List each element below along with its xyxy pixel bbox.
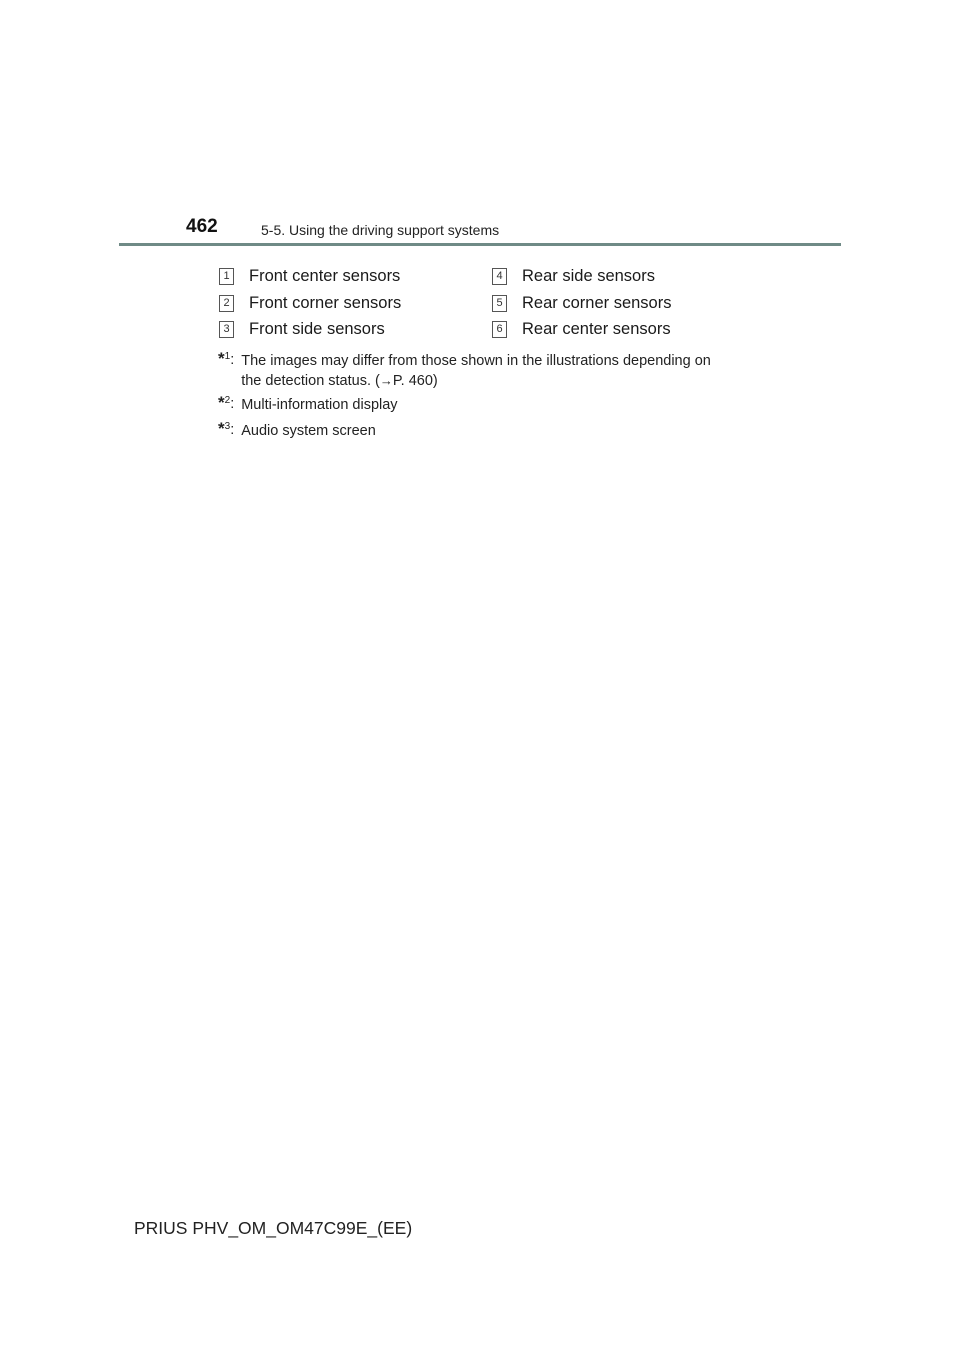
legend-label: Front corner sensors <box>249 294 402 312</box>
number-box-icon: 3 <box>219 321 234 338</box>
legend-label: Front side sensors <box>249 320 385 338</box>
number-box-icon: 4 <box>492 268 507 285</box>
legend-item-rear-corner <box>492 294 671 313</box>
footnote-3: * 3 : Audio system screen <box>218 422 751 441</box>
legend-item-front-corner <box>219 294 401 313</box>
legend-label: Front center sensors <box>249 267 401 285</box>
footnote-text: Audio system screen <box>241 423 376 439</box>
number-box-icon: 1 <box>219 268 234 285</box>
footnote-marker: * <box>218 393 225 412</box>
footnote-number: 1 <box>224 351 231 362</box>
header-divider <box>119 243 841 246</box>
page-number: 462 <box>186 216 218 237</box>
footnote-2: * 2 : Multi-information display <box>218 396 751 415</box>
legend-item-front-side <box>219 320 385 339</box>
legend-item-rear-center <box>492 320 671 339</box>
document-id-footer: PRIUS PHV_OM_OM47C99E_(EE) <box>134 1218 413 1238</box>
number-box-icon: 5 <box>492 295 507 312</box>
legend-label: Rear corner sensors <box>522 294 672 312</box>
footnote-1: * 1 : The images may differ from those shown in the illustrations depending on the detection status. (→P. 460) <box>218 352 751 391</box>
legend-label: Rear center sensors <box>522 320 671 338</box>
legend-item-front-center <box>219 267 400 286</box>
footnote-number: 3 <box>224 421 231 432</box>
footnote-text: Multi-information display <box>241 397 398 413</box>
footnote-text-line2-pre: the detection status. ( <box>241 373 380 389</box>
footnote-marker: * <box>218 419 225 438</box>
right-arrow-icon: → <box>379 373 393 388</box>
number-box-icon: 6 <box>492 321 507 338</box>
footnote-marker: * <box>218 349 225 368</box>
number-box-icon: 2 <box>219 295 234 312</box>
footnote-text-line1: The images may differ from those shown in the illustrations depending on <box>241 353 711 369</box>
footnote-number: 2 <box>224 395 231 406</box>
legend-item-rear-side <box>492 267 655 286</box>
section-title: 5-5. Using the driving support systems <box>261 222 500 238</box>
page-reference-link[interactable]: P. 460) <box>392 373 438 389</box>
legend-label: Rear side sensors <box>522 267 655 285</box>
